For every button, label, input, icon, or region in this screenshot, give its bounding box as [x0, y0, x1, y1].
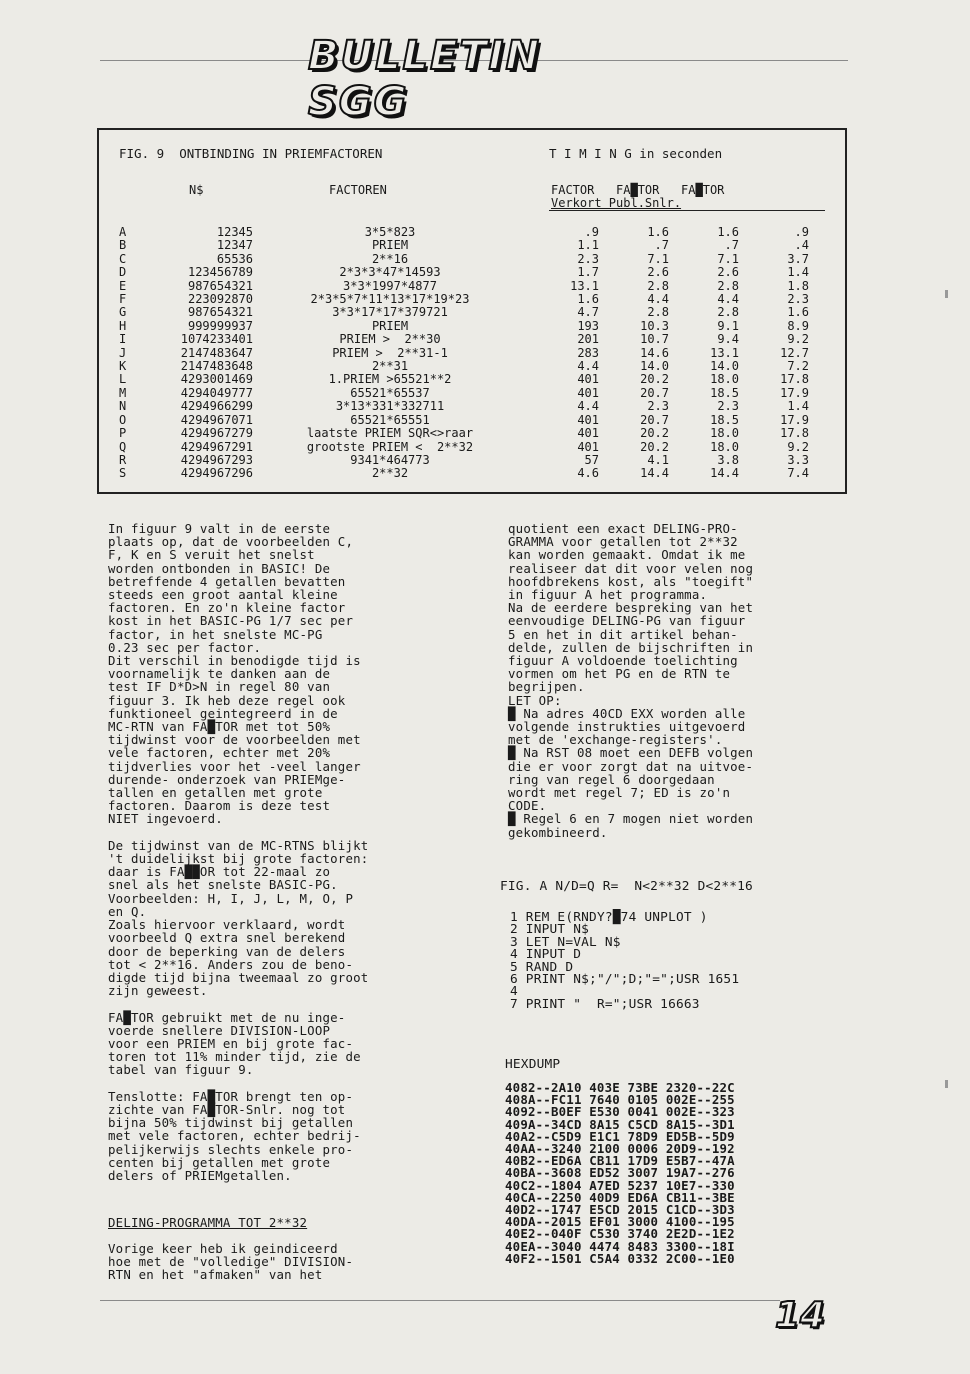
edge-mark	[945, 1080, 948, 1088]
timing-verkort: 1.6 .7 7.1 2.6 2.8 4.4 2.8 10.3 10.7 14.6 14.0 20.2 20.7 2.3 20.7 20.2 20.2 4.1 14.4	[640, 225, 669, 481]
figure-9-table	[97, 128, 847, 494]
left-column-text: In figuur 9 valt in de eerste plaats op, dat de voorbeelden C, F, K en S veruit het snelst worden ontbonden in BASIC! De betreffende 4 getallen bevatten steeds een groot aantal kleine factoren. En zo'n kleine factor kost in het BASIC-PG 1/7 sec per factor, in het snelste MC-PG 0.23 sec per factor. Dit verschil in benodigde tijd is voornamelijk te danken aan de test IF D*D>N in regel 80 van figuur 3. Ik heb deze regel ook funktioneel geintegreerd in de MC-RTN van FA█TOR met tot 50% tijdwinst voor de voorbeelden met vele factoren, echter met 20% tijdverlies voor het -veel langer durende- onderzoek van PRIEMge- tallen en getallen met grote factoren. Daarom is deze test NIET ingevoerd. De tijdwinst van de MC-RTNS blijkt 't duidelijkst bij grote factoren: daar is FA██OR tot 22-maal zo snel als het snelste BASIC-PG. Voorbeelden: H, I, J, L, M, O, P en Q. Zoals hiervoor verklaard, wordt voorbeeld Q extra snel berekend door de beperking van de delers tot < 2**16. Anders zou de beno- digde tijd bijna tweemaal zo groot zijn geweest. FA█TOR gebruikt met de nu inge- voerde snellere DIVISION-LOOP voor een PRIEM en bij grote fac- toren tot 11% minder tijd, zie de tabel van figuur 9. Tenslotte: FA█TOR brengt ten op- zichte van FA█TOR-Snlr. nog tot bijna 50% tijdwinst bij getallen met vele factoren, echter bedrij- pelijkerwijs slechts enkele pro- centen bij getallen met grote delers of PRIEMgetallen.	[108, 521, 369, 1183]
timing-snlr: .9 .4 3.7 1.4 1.8 2.3 1.6 8.9 9.2 12.7 7.2 17.8 17.9 1.4 17.9 17.8 9.2 3.3 7.4	[780, 225, 809, 481]
right-column-text: quotient een exact DELING-PRO- GRAMMA voor getallen tot 2**32 kan worden gemaakt. Omdat ik me realiseer dat dit voor velen nog hoofdbrekens kost, als "toegift" in figuur A het programma. Na de eerdere bespreking van het eenvoudige DELING-PG van figuur 5 en het in dit artikel behan- delde, zullen de bijschriften in figuur A voldoende toelichting vormen om het PG en de RTN te begrijpen. LET OP: █ Na adres 40CD EXX worden alle volgende instrukties uitgevoerd met de 'exchange-registers'. █ Na RST 08 moet een DEFB volgen die er voor zorgt dat na uitvoe- ring van regel 6 doorgedaan wordt met regel 7; ED is zo'n CODE. █ Regel 6 en 7 mogen niet worden gekombineerd.	[508, 521, 754, 840]
timing-headers: FACTOR FA█TOR FA█TOR	[551, 183, 725, 197]
left-section-heading: DELING-PROGRAMMA TOT 2**32	[108, 1215, 308, 1230]
column-header-factoren: FACTOREN	[329, 183, 387, 197]
figure-a-title: FIG. A N/D=Q R= N<2**32 D<2**16	[500, 879, 753, 894]
figure-a-program: 1 REM E(RNDY?█74 UNPLOT ) 2 INPUT N$ 3 LET N=VAL N$ 4 INPUT D 5 RAND D 6 PRINT N$;"/";D;"=";USR 1651 4 7 PRINT " R=";USR 16663	[510, 910, 740, 1012]
row-numbers: 12345 12347 65536 123456789 987654321 223092870 987654321 999999937 1074233401 2147483647 2147483648 4293001469 4294049777 4294966299 4294967071 4294967279 4294967291 4294967293 4294967296	[180, 225, 253, 481]
row-factors: 3*5*823 PRIEM 2**16 2*3*3*47*14593 3*3*1997*4877 2*3*5*7*11*13*17*19*23 3*3*17*17*379721 PRIEM PRIEM > 2**30 PRIEM > 2**31-1 2**31 1.PRIEM >65521**2 65521*65537 3*13*331*332711 65521*65551 laatste PRIEM SQR<>raar grootste PRIEM < 2**32 9341*464773 2**32	[306, 225, 474, 481]
column-header-ns: N$	[189, 183, 204, 197]
figure-9-title: FIG. 9 ONTBINDING IN PRIEMFACTOREN	[119, 146, 383, 161]
bottom-rule	[100, 1300, 780, 1301]
hexdump-listing: 4082--2A10 403E 73BE 2320--22C 408A--FC11 7640 0105 002E--255 4092--B0EF E530 0041 002E--323 409A--34CD 8A15 C5CD 8A15--3D1 40A2--C5D9 E1C1 78D9 ED5B--5D9 40AA--3240 2100 0006 20D9--192 40B2--ED6A CB11 17D9 E5B7--47A 40BA--3608 ED52 3007 19A7--276 40C2--1804 A7ED 5237 10E7--330 40CA--2250 40D9 ED6A CB11--3BE 40D2--1747 E5CD 2015 C1CD--3D3 40DA--2015 EF01 3000 4100--195 40E2--040F C530 3740 2E2D--1E2 40EA--3040 4474 8483 3300--18I 40F2--1501 C5A4 0332 2C00--1E0	[505, 1080, 735, 1266]
masthead	[308, 33, 618, 125]
timing-factor: .9 1.1 2.3 1.7 13.1 1.6 4.7 193 201 283 4.4 401 401 4.4 401 401 401 57 4.6	[570, 225, 599, 481]
timing-subheaders: Verkort Publ.Snlr.	[551, 196, 682, 210]
row-letters: A B C D E F G H I J K L M N O P Q R S	[119, 225, 127, 481]
left-bottom-text: Vorige keer heb ik geindiceerd hoe met de "volledige" DIVISION- RTN en het "afmaken" van het	[108, 1241, 354, 1283]
timing-header-rule	[549, 210, 825, 211]
timing-publ: 1.6 .7 7.1 2.6 2.8 4.4 2.8 9.1 9.4 13.1 14.0 18.0 18.5 2.3 18.5 18.0 18.0 3.8 14.4	[710, 225, 739, 481]
edge-mark	[945, 290, 948, 298]
timing-title: T I M I N G in seconden	[549, 146, 723, 161]
page-number: 14	[774, 1295, 826, 1336]
hexdump-title: HEXDUMP	[505, 1057, 561, 1072]
masthead-title: BULLETIN SGG	[308, 33, 541, 125]
